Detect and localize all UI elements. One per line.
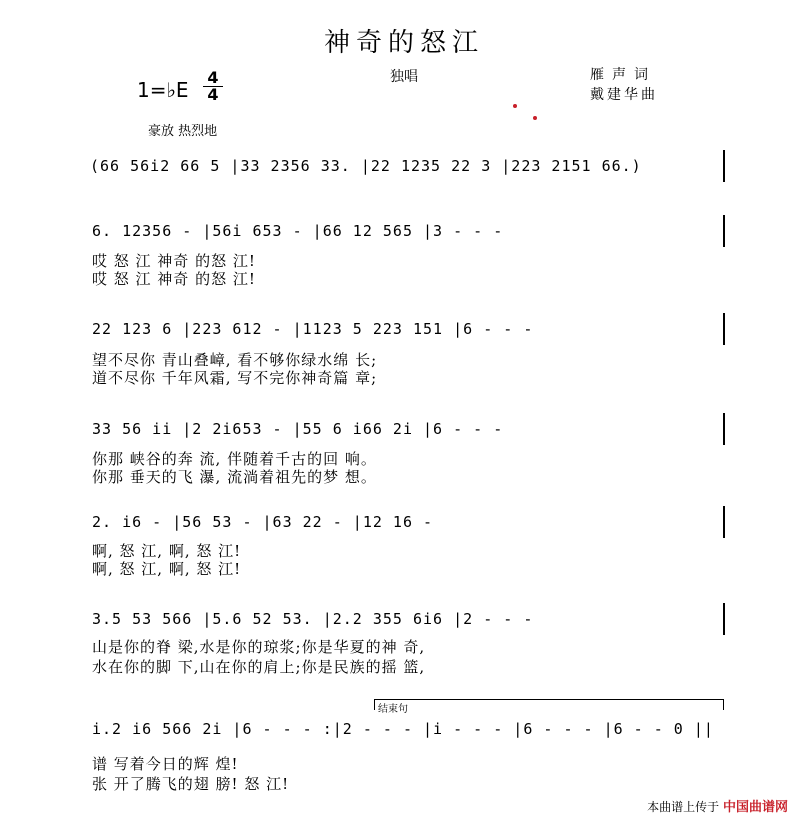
notation-row: 22 123 6 |223 612 - |1123 5 223 151 |6 - - -: [92, 320, 534, 338]
barline: [723, 215, 725, 247]
barline: [723, 413, 725, 445]
song-title: 神奇的怒江: [323, 28, 484, 58]
lyric-line: 张 开了腾飞的翅 膀! 怒 江!: [92, 775, 290, 793]
lyric-line: 山是你的脊 梁,水是你的琼浆;你是华夏的神 奇,: [92, 638, 426, 656]
key-signature: 1=♭E: [137, 78, 189, 102]
barline: [723, 150, 725, 182]
composer-credit: 戴建华曲: [590, 87, 658, 103]
lyric-line: 水在你的脚 下,山在你的肩上;你是民族的摇 篮,: [92, 658, 426, 676]
meter-top: 4: [203, 70, 223, 87]
ending-label: 结束句: [378, 704, 408, 715]
barline: [723, 313, 725, 345]
lyric-line: 哎 怒 江 神奇 的怒 江!: [92, 252, 256, 270]
footer-prefix: 本曲谱上传于: [647, 800, 720, 814]
lyricist-credit: 雁声词: [590, 67, 656, 83]
barline: [723, 603, 725, 635]
ending-bracket: [374, 699, 724, 710]
notation-row: 2. i6 - |56 53 - |63 22 - |12 16 -: [92, 513, 434, 531]
notation-row: 6. 12356 - |56i 653 - |66 12 565 |3 - - -: [92, 222, 504, 240]
lyric-line: 你那 峡谷的奔 流, 伴随着千古的回 响。: [92, 450, 377, 468]
notation-row: 33 56 ii |2 2i653 - |55 6 i66 2i |6 - - -: [92, 420, 504, 438]
notation-row: i.2 i6 566 2i |6 - - - :|2 - - - |i - - - |6 - - - |6 - - 0 ||: [92, 720, 714, 738]
decor-dot: [533, 116, 537, 120]
lyric-line: 你那 垂天的飞 瀑, 流淌着祖先的梦 想。: [92, 468, 377, 486]
lyric-line: 啊, 怒 江, 啊, 怒 江!: [92, 560, 242, 578]
barline: [723, 506, 725, 538]
lyric-line: 谱 写着今日的辉 煌!: [92, 755, 239, 773]
lyric-line: 道不尽你 千年风霜, 写不完你神奇篇 章;: [92, 369, 378, 387]
footer-credit: [647, 796, 788, 815]
lyric-line: 哎 怒 江 神奇 的怒 江!: [92, 270, 256, 288]
performance-type: 独唱: [390, 69, 418, 85]
notation-row: 3.5 53 566 |5.6 52 53. |2.2 355 6i6 |2 - - -: [92, 610, 534, 628]
footer-site[interactable]: 中国曲谱网: [722, 800, 788, 815]
notation-row: (66 56i2 66 5 |33 2356 33. |22 1235 22 3 |223 2151 66.): [90, 157, 642, 175]
lyric-line: 啊, 怒 江, 啊, 怒 江!: [92, 542, 242, 560]
meter-bottom: 4: [207, 85, 219, 104]
time-signature: [203, 70, 223, 103]
lyric-line: 望不尽你 青山叠嶂, 看不够你绿水绵 长;: [92, 351, 378, 369]
decor-dot: [513, 104, 517, 108]
tempo-marking: 豪放 热烈地: [148, 124, 218, 139]
